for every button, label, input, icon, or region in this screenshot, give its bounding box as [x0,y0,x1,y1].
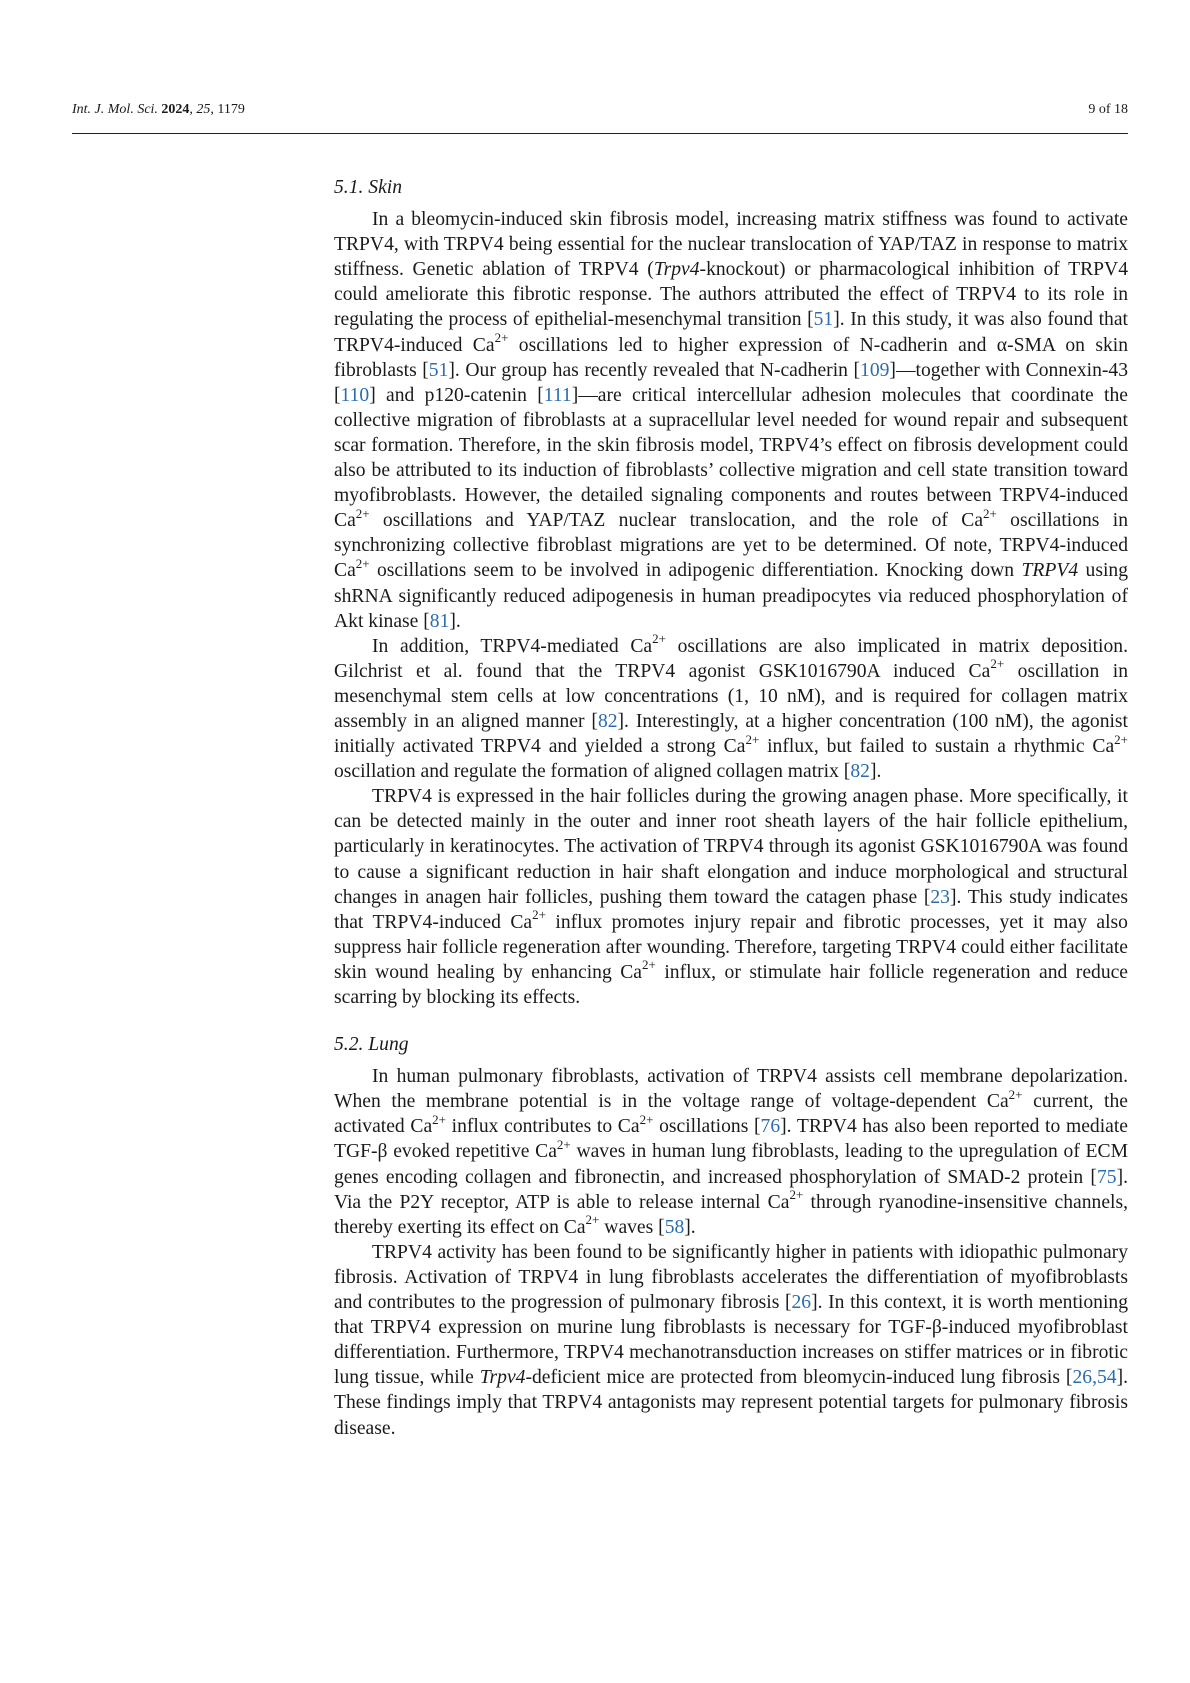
superscript: 2+ [355,505,370,521]
text-run: ]. This study indicates that TRPV4-induced Ca [334,886,1128,933]
reference-link[interactable]: 81 [429,610,450,632]
text-run: ]. TRPV4 has also been reported to mediate TGF-β evoked repetitive Ca [334,1116,1128,1163]
section-heading-skin: 5.1. Skin [334,177,403,198]
superscript: 2+ [652,631,666,647]
text-run: oscillations are also implicated in matrix deposition. Gilchrist et al. found that the TRPV4 agonist GSK1016790A induced Ca [334,635,1128,682]
text-run: -deficient mice are protected from bleomycin-induced lung fibrosis [ [525,1367,1073,1389]
section-body-skin [334,207,1128,1010]
header-rule [72,133,1128,134]
reference-link[interactable]: 26,54 [1072,1367,1117,1389]
paragraph [334,1064,1128,1240]
text-run: In human pulmonary fibroblasts, activation of TRPV4 assists cell membrane depolarization. When the membrane potential is in the voltage range of voltage-dependent Ca [334,1066,1128,1113]
text-run: current, the activated Ca [334,1091,1128,1138]
italic-text: TRPV4 [1021,560,1079,582]
text-run: oscillations in synchronizing collective fibroblast migrations are yet to be determined. Of note, TRPV4-induced Ca [334,510,1128,582]
text-run: waves [ [599,1216,665,1238]
superscript: 2+ [745,731,760,747]
superscript: 2+ [494,330,509,346]
text-run: In a bleomycin-induced skin fibrosis model, increasing matrix stiffness was found to activate TRPV4, with TRPV4 being essential for the nuclear translocation of YAP/TAZ in response to matrix stiffness. Genetic ablation of TRPV4 ( [334,209,1128,281]
paragraph [334,631,1129,785]
text-run: ]. [684,1216,696,1238]
superscript: 2+ [432,1111,446,1127]
text-run: through ryanodine-insensitive channels, thereby exerting its effect on Ca [334,1191,1128,1238]
text-run: oscillations [ [653,1116,761,1138]
text-run: waves in human lung fibroblasts, leading to the upregulation of ECM genes encoding collagen and fibronectin, and increased phosphorylation of SMAD-2 protein [ [334,1141,1128,1188]
text-run: ]—are critical intercellular adhesion molecules that coordinate the collective migration of fibroblasts at a supracellular level needed for wound repair and subsequent scar formation. Therefore, in the skin fibrosis model, TRPV4’s effect on fibrosis development could also be attributed to its induction of fibroblasts’ collective migration and cell state transition toward myofibroblasts. However, the detailed signaling components and routes between TRPV4-induced Ca [334,384,1128,532]
page-number: 9 of 18 [1088,102,1128,117]
superscript: 2+ [1114,731,1129,747]
superscript: 2+ [789,1187,804,1203]
journal-citation: Int. J. Mol. Sci. 2024, 25, 1179 [72,102,245,117]
text-run: ]. [449,610,461,632]
text-run: ]—together with Connexin-43 [ [334,359,1128,406]
reference-link[interactable]: 82 [597,710,618,732]
text-run: ]. Interestingly, at a higher concentration (100 nM), the agonist initially activated TRPV4 and yielded a strong Ca [334,710,1129,758]
text-run: oscillation in mesenchymal stem cells at low concentrations (1, 10 nM), and is required for collagen matrix assembly in an aligned manner [ [334,660,1128,732]
text-run: oscillation and regulate the formation of aligned collagen matrix [ [334,761,851,783]
text-run: ]. In this study, it was also found that TRPV4-induced Ca [334,309,1128,356]
superscript: 2+ [983,505,997,521]
reference-link[interactable]: 51 [813,309,834,331]
text-run: TRPV4 is expressed in the hair follicles during the growing anagen phase. More specifically, it can be detected mainly in the outer and inner root sheath layers of the hair follicle epithelium, particularly in keratinocytes. The activation of TRPV4 through its agonist GSK1016790A was found to cause a significant reduction in hair shaft elongation and induce morphological and structural changes in anagen hair follicles, pushing them toward the catagen phase [ [334,786,1128,908]
reference-link[interactable]: 111 [543,384,572,406]
superscript: 2+ [585,1212,600,1228]
article-number: , 1179 [210,102,245,117]
paragraph [334,784,1128,1010]
superscript: 2+ [1008,1086,1023,1102]
reference-link[interactable]: 51 [428,359,449,381]
reference-link[interactable]: 82 [850,761,870,783]
italic-text: Trpv4 [653,259,700,281]
text-run: using shRNA significantly reduced adipogenesis in human preadipocytes via reduced phosphorylation of Akt kinase [ [334,560,1128,632]
reference-link[interactable]: 58 [664,1216,685,1238]
text-run: influx, but failed to sustain a rhythmic Ca [759,736,1115,758]
reference-link[interactable]: 110 [340,384,370,406]
text-run: oscillations and YAP/TAZ nuclear translocation, and the role of Ca [369,510,984,532]
superscript: 2+ [556,1136,571,1152]
text-run: ]. In this context, it is worth mentioning that TRPV4 expression on murine lung fibroblasts is necessary for TGF-β-induced myofibroblast differentiation. Furthermore, TRPV4 mechanotransduction increases on stiffer matrices or in fibrotic lung tissue, while [334,1292,1128,1389]
reference-link[interactable]: 26 [791,1292,812,1314]
text-run: TRPV4 activity has been found to be significantly higher in patients with idiopathic pulmonary fibrosis. Activation of TRPV4 in lung fibroblasts accelerates the differentiation of myofibroblasts and contributes to the progression of pulmonary fibrosis [ [334,1241,1128,1314]
text-run: influx contributes to Ca [446,1116,640,1138]
text-run: ]. These findings imply that TRPV4 antagonists may represent potential targets for pulmonary fibrosis disease. [334,1367,1128,1439]
text-run: oscillations seem to be involved in adipogenic differentiation. Knocking down [369,560,1022,582]
text-run: influx, or stimulate hair follicle regeneration and reduce scarring by blocking its effects. [334,961,1129,1008]
reference-link[interactable]: 23 [930,886,950,908]
italic-text: Trpv4 [479,1367,526,1389]
paragraph [334,1240,1128,1441]
main-text [334,175,1128,1441]
superscript: 2+ [642,957,656,973]
text-run: In addition, TRPV4-mediated Ca [372,635,653,657]
text-run: ]. Our group has recently revealed that N-cadherin [ [448,359,861,381]
reference-link[interactable]: 109 [860,359,890,381]
running-header [72,102,1128,126]
superscript: 2+ [532,907,546,923]
superscript: 2+ [639,1111,654,1127]
reference-link[interactable]: 75 [1096,1166,1117,1188]
text-run: oscillations led to higher expression of N-cadherin and α-SMA on skin fibroblasts [ [334,334,1128,381]
section-body-lung [334,1064,1128,1440]
reference-link[interactable]: 76 [760,1116,781,1138]
journal-volume: 25 [196,102,211,117]
text-run: influx promotes injury repair and fibrotic processes, yet it may also suppress hair follicle regeneration after wounding. Therefore, targeting TRPV4 could either facilitate skin wound healing by enhancing Ca [334,911,1128,983]
superscript: 2+ [355,555,370,571]
text-run: ]. Via the P2Y receptor, ATP is able to release internal Ca [334,1166,1128,1213]
superscript: 2+ [990,656,1005,672]
journal-year: 2024 [161,102,190,117]
journal-name: Int. J. Mol. Sci. [72,102,158,117]
text-run: -knockout) or pharmacological inhibition of TRPV4 could ameliorate this fibrotic response. The authors attributed the effect of TRPV4 to its role in regulating the process of epithelial-mesenchymal transition [ [334,259,1128,331]
paragraph [334,207,1128,634]
section-heading-lung: 5.2. Lung [334,1034,409,1056]
text-run: ] and p120-catenin [ [369,384,544,406]
text-run: ]. [869,761,882,783]
